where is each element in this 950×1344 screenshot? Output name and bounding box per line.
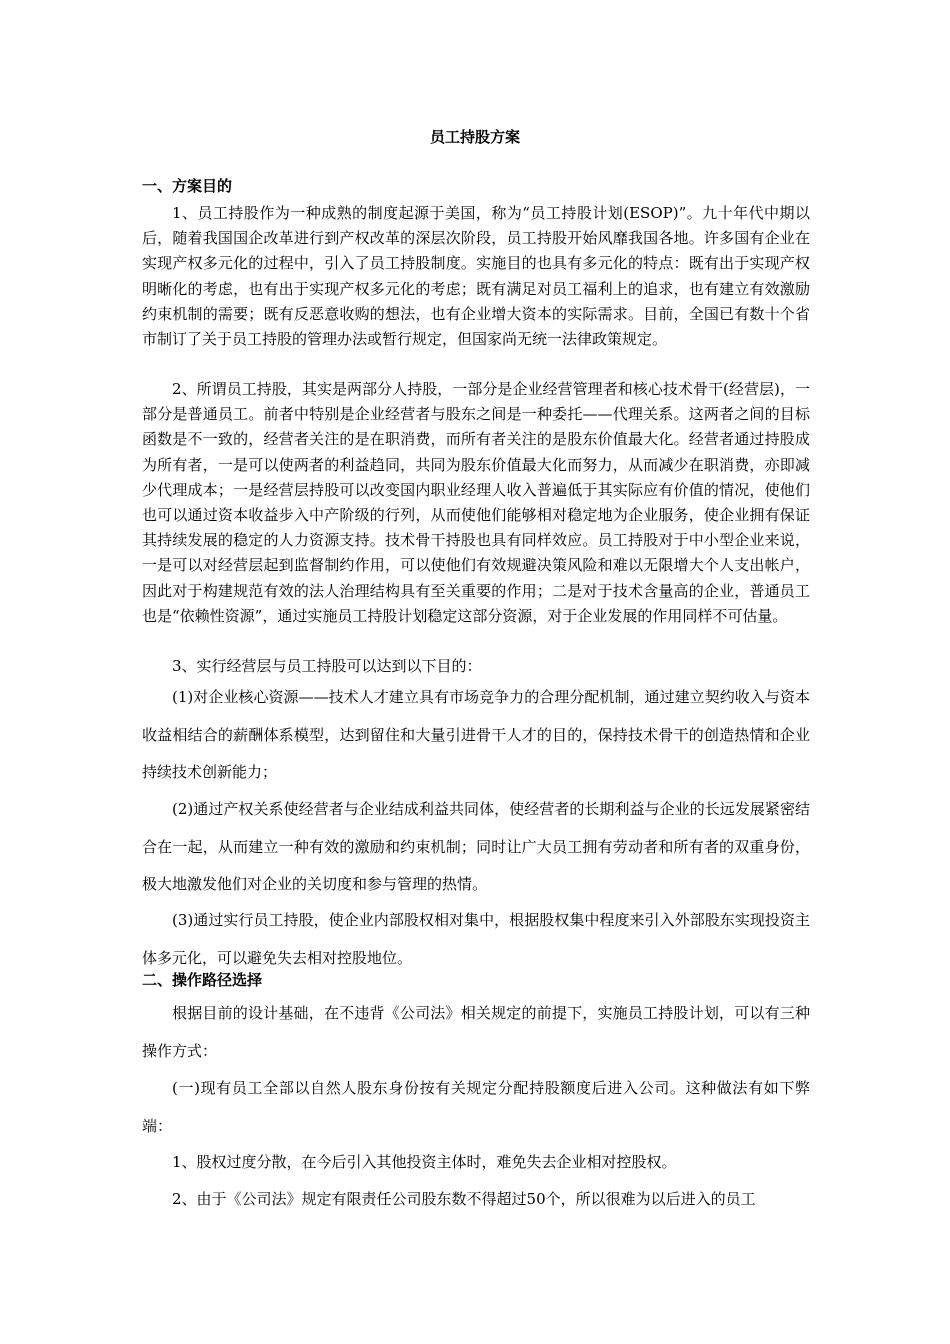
- paragraph-3: 3、实行经营层与员工持股可以达到以下目的：: [172, 657, 482, 675]
- paragraph-8: (一)现有员工全部以自然人股东身份按有关规定分配持股额度后进入公司。这种做法有如下弊端：: [142, 1079, 810, 1135]
- paragraph-2: 2、所谓员工持股，其实是两部分人持股，一部分是企业经营管理者和核心技术骨干(经营层)，一部分是普通员工。前者中特别是企业经营者与股东之间是一种委托——代理关系。这两者之间的目标函数是不一致的，经营者关注的是在职消费，而所有者关注的是股东价值最大化。经营者通过持股成为所有者，一是可以使两者的利益趋同，共同为股东价值最大化而努力，从而减少在职消费，亦即减少代理成本；一是经营层持股可以改变国内职业经理人收入普遍低于其实际应有价值的情况，使他们也可以通过资本收益步入中产阶级的行列，从而使他们能够相对稳定地为企业服务，使企业拥有保证其持续发展的稳定的人力资源支持。技术骨干持股也具有同样效应。员工持股对于中小型企业来说，一是可以对经营层起到监督制约作用，可以使他们有效规避决策风险和难以无限增大个人支出帐户，因此对于构建规范有效的法人治理结构具有至关重要的作用；二是对于技术含量高的企业，普通员工也是“依赖性资源”，通过实施员工持股计划稳定这部分资源，对于企业发展的作用同样不可估量。: [142, 380, 810, 625]
- paragraph-1: 1、员工持股作为一种成熟的制度起源于美国，称为“员工持股计划(ESOP)”。九十年代中期以后，随着我国国企改革进行到产权改革的深层次阶段，员工持股开始风靡我国各地。许多国有企业在实现产权多元化的过程中，引入了员工持股制度。实施目的也具有多元化的特点：既有出于实现产权明晰化的考虑，也有出于实现产权多元化的考虑；既有满足对员工福利上的追求，也有建立有效激励约束机制的需要；既有反恶意收购的想法，也有企业增大资本的实际需求。目前，全国已有数十个省市制订了关于员工持股的管理办法或暂行规定，但国家尚无统一法律政策规定。: [142, 204, 810, 349]
- paragraph-10: 2、由于《公司法》规定有限责任公司股东数不得超过50个，所以很难为以后进入的员工: [172, 1190, 756, 1208]
- section-heading-purpose: 一、方案目的: [142, 177, 233, 195]
- paragraph-7: 根据目前的设计基础，在不违背《公司法》相关规定的前提下，实施员工持股计划，可以有三种操作方式：: [142, 1004, 810, 1060]
- paragraph-5: (2)通过产权关系使经营者与企业结成利益共同体，使经营者的长期利益与企业的长远发展紧密结合在一起，从而建立一种有效的激励和约束机制；同时让广大员工拥有劳动者和所有者的双重身份，极大地激发他们对企业的关切度和参与管理的热情。: [142, 800, 810, 893]
- paragraph-9: 1、股权过度分散，在今后引入其他投资主体时，难免失去企业相对控股权。: [172, 1153, 677, 1171]
- paragraph-6: (3)通过实行员工持股，使企业内部股权相对集中，根据股权集中程度来引入外部股东实现投资主体多元化，可以避免失去相对控股地位。: [142, 911, 810, 967]
- section-heading-operation: 二、操作路径选择: [142, 971, 263, 989]
- document-title: 员工持股方案: [429, 128, 520, 146]
- paragraph-4: (1)对企业核心资源——技术人才建立具有市场竞争力的合理分配机制，通过建立契约收入与资本收益相结合的薪酬体系模型，达到留住和大量引进骨干人才的目的，保持技术骨干的创造热情和企业持续技术创新能力；: [142, 688, 810, 781]
